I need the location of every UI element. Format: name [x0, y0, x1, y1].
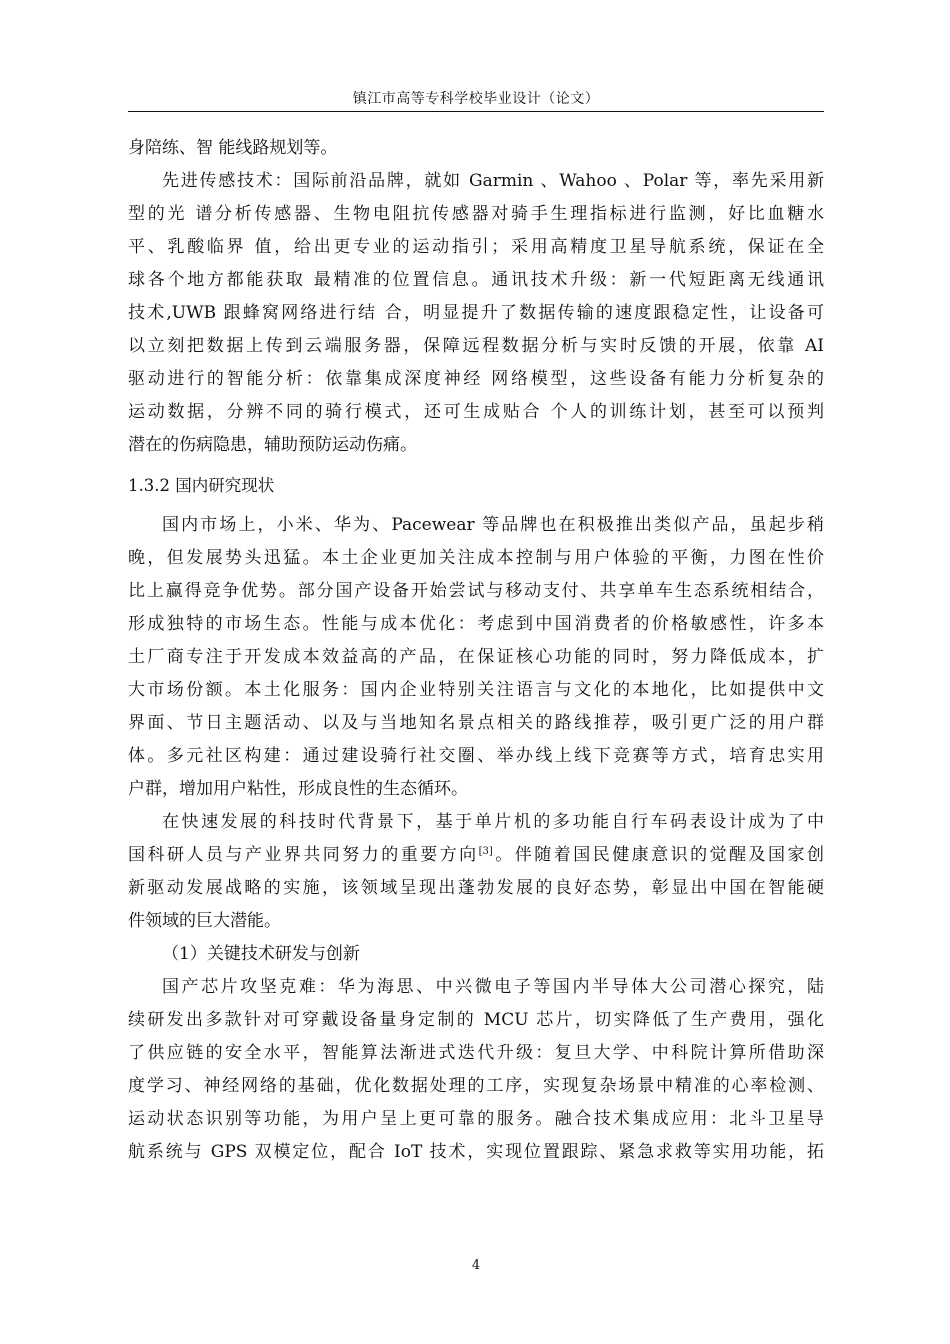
paragraph-line: 驱动进行的智能分析：依靠集成深度神经 网络模型，这些设备有能力分析复杂的: [128, 369, 824, 389]
paragraph-line: 运动数据，分辨不同的骑行模式，还可生成贴合 个人的训练计划，甚至可以预判: [128, 402, 824, 422]
paragraph-line: 了供应链的安全水平，智能算法渐进式迭代升级：复旦大学、中科院计算所借助深: [128, 1043, 824, 1063]
spacer: [128, 502, 824, 509]
paragraph-line: 大市场份额。本土化服务：国内企业特别关注语言与文化的本地化，比如提供中文: [128, 680, 824, 700]
paragraph-line: 国内市场上，小米、华为、Pacewear 等品牌也在积极推出类似产品，虽起步稍: [162, 515, 824, 535]
header-rule: [128, 111, 824, 112]
body-text: [128, 132, 824, 1169]
line-text: 。伴随着国民健康意识的觉醒及国家创: [492, 845, 825, 865]
paragraph-line: 新驱动发展战略的实施，该领域呈现出蓬勃发展的良好态势，彰显出中国在智能硬: [128, 878, 824, 898]
running-header: 镇江市高等专科学校毕业设计（论文）: [352, 91, 600, 107]
section-heading: 1.3.2 国内研究现状: [128, 476, 275, 495]
line-text: 国科研人员与产业界共同努力的重要方向: [128, 845, 479, 865]
paragraph-line: 界面、节日主题活动、以及与当地知名景点相关的路线推荐，吸引更广泛的用户群: [128, 713, 824, 733]
paragraph-line: 平、乳酸临界 值，给出更专业的运动指引；采用高精度卫星导航系统，保证在全: [128, 237, 824, 257]
paragraph-line: 户群，增加用户粘性，形成良性的生态循环。: [128, 779, 468, 799]
page-number: 4: [471, 1258, 481, 1273]
paragraph-line: 度学习、神经网络的基础，优化数据处理的工序，实现复杂场景中精准的心率检测、: [128, 1076, 824, 1096]
paragraph-line: 比上赢得竞争优势。部分国产设备开始尝试与移动支付、共享单车生态系统相结合，: [128, 581, 824, 601]
paragraph-line: 航系统与 GPS 双模定位，配合 IoT 技术，实现位置跟踪、紧急求救等实用功能，拓: [128, 1142, 824, 1162]
citation-ref: [3]: [478, 846, 493, 857]
paragraph-line: 续研发出多款针对可穿戴设备量身定制的 MCU 芯片，切实降低了生产费用，强化: [128, 1010, 824, 1030]
paragraph-line: 国产芯片攻坚克难：华为海思、中兴微电子等国内半导体大公司潜心探究，陆: [162, 977, 824, 997]
paragraph-line: 体。多元社区构建：通过建设骑行社交圈、举办线上线下竞赛等方式，培育忠实用: [128, 746, 824, 766]
paragraph-line: 先进传感技术：国际前沿品牌，就如 Garmin 、Wahoo 、Polar 等，率先采用新: [162, 171, 824, 191]
paragraph-line: 以立刻把数据上传到云端服务器，保障远程数据分析与实时反馈的开展，依靠 AI: [128, 336, 824, 356]
paragraph-line: 形成独特的市场生态。性能与成本优化：考虑到中国消费者的价格敏感性，许多本: [128, 614, 824, 634]
paragraph-line: 身陪练、智 能线路规划等。: [128, 138, 338, 158]
paragraph-line: 在快速发展的科技时代背景下，基于单片机的多功能自行车码表设计成为了中: [162, 812, 824, 832]
paragraph-line: 运动状态识别等功能，为用户呈上更可靠的服务。融合技术集成应用：北斗卫星导: [128, 1109, 824, 1129]
spacer: [128, 462, 824, 469]
paragraph-line: 型的光 谱分析传感器、生物电阻抗传感器对骑手生理指标进行监测，好比血糖水: [128, 204, 824, 224]
subheading-line: （1）关键技术研发与创新: [162, 944, 360, 964]
paragraph-line: 土厂商专注于开发成本效益高的产品，在保证核心功能的同时，努力降低成本，扩: [128, 647, 824, 667]
paragraph-line: 技术,UWB 跟蜂窝网络进行结 合，明显提升了数据传输的速度跟稳定性，让设备可: [128, 303, 824, 323]
paragraph-line: 球各个地方都能获取 最精准的位置信息。通讯技术升级：新一代短距离无线通讯: [128, 270, 824, 290]
paragraph-line: 潜在的伤病隐患，辅助预防运动伤痛。: [128, 435, 417, 455]
paragraph-line: 件领域的巨大潜能。: [128, 911, 281, 931]
paragraph-line-with-citation: [128, 839, 824, 872]
paragraph-line: 晚，但发展势头迅猛。本土企业更加关注成本控制与用户体验的平衡，力图在性价: [128, 548, 824, 568]
